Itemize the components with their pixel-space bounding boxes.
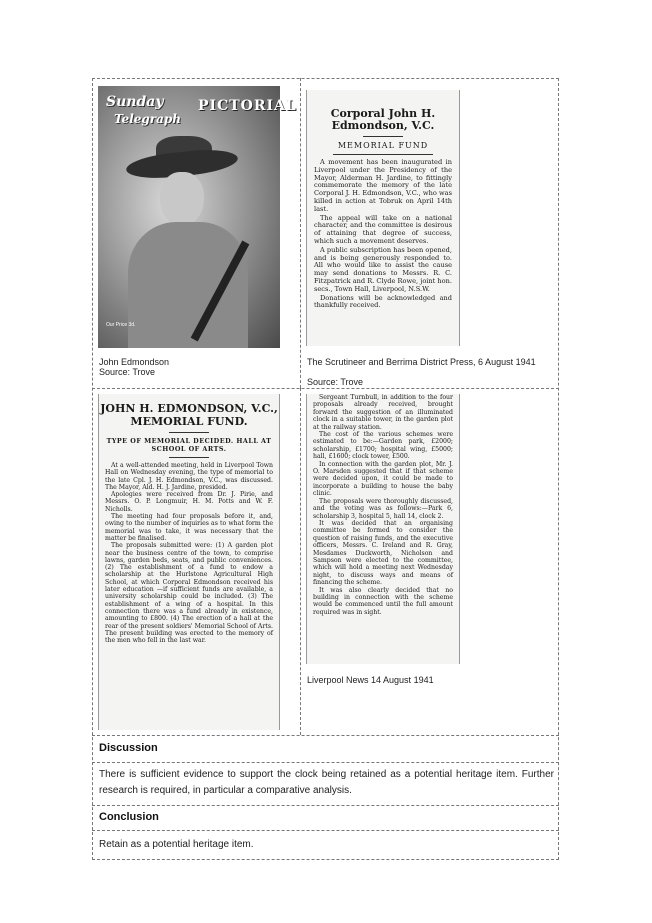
clipping1-caption-source: Source: Trove bbox=[307, 377, 364, 387]
masthead-telegraph: Telegraph bbox=[114, 112, 181, 126]
masthead-sunday: Sunday bbox=[106, 94, 164, 110]
newspaper-clipping-type-of-memorial bbox=[98, 394, 280, 730]
row-divider-2 bbox=[92, 735, 559, 736]
row-divider-4 bbox=[92, 805, 559, 806]
clipping1-paragraph: A movement has been inaugurated in Liverpool under the Presidency of the Mayor, Alderman H. Jardine, to fittingly commemorate the memory of the late Corporal J. H. Edmondson, V.C., who was killed in action at Tobruk on April 14th last. bbox=[314, 158, 452, 213]
row-divider-1 bbox=[92, 388, 559, 389]
clipping2-paragraph: At a well-attended meeting, held in Liverpool Town Hall on Wednesday evening, the type of memorial to the late Cpl. J. H. Edmondson, V.C., was discussed. The Mayor, Ald. H. J. Jardine, presided. bbox=[105, 462, 273, 491]
clipping3-paragraph: In connection with the garden plot, Mr. J. O. Marsden suggested that if that scheme were decided upon, it could be made to incorporate a building to house the baby clinic. bbox=[313, 460, 453, 498]
conclusion-heading: Conclusion bbox=[99, 811, 159, 823]
clipping2-subtitle: TYPE OF MEMORIAL DECIDED. HALL AT SCHOOL OF ARTS. bbox=[106, 437, 272, 453]
photo-caption-title: John Edmondson bbox=[99, 357, 170, 367]
soldier-face-shape bbox=[160, 172, 204, 226]
clipping1-paragraph: Donations will be acknowledged and thankfully received. bbox=[314, 293, 452, 310]
clipping3-paragraph: It was decided that an organising committee be formed to consider the question of raising funds, and the executive officers, Messrs. C. Ireland and R. Gray, Mesdames Duckworth, Nicholson and Sampson were elected to the committee, which will hold a meeting next Wednesday night, to discuss ways and means of financing the scheme. bbox=[313, 519, 453, 587]
cover-price-tag: Our Price 3d. bbox=[106, 322, 136, 328]
clipping2-rule bbox=[169, 432, 209, 433]
row-divider-5 bbox=[92, 830, 559, 831]
discussion-text: There is sufficient evidence to support the clock being retained as a potential heritage item. Further research is required, in particular a comparative analysis. bbox=[99, 769, 554, 796]
clipping3-paragraph: The proposals were thoroughly discussed, and the voting was as follows:—Park 6, scholarship 3, hospital 5, hall 14, clock 2. bbox=[313, 497, 453, 520]
discussion-heading: Discussion bbox=[99, 742, 158, 754]
clipping1-paragraph: A public subscription has been opened, and is being generously responded to. All who would like to assist the cause may send donations to Messrs. R. C. Fitzpatrick and R. Clyde Rowe, joint hon. secs., Town Hall, Liverpool, N.S.W. bbox=[314, 245, 452, 293]
clipping3-caption-title: Liverpool News 14 August 1941 bbox=[307, 675, 434, 685]
clipping1-rule bbox=[363, 136, 403, 137]
clipping1-rule-2 bbox=[333, 154, 433, 155]
newspaper-clipping-continuation bbox=[306, 394, 460, 664]
clipping2-title: JOHN H. EDMONDSON, V.C., MEMORIAL FUND. bbox=[100, 402, 278, 428]
clipping3-paragraph: Sergeant Turnbull, in addition to the four proposals already received, brought forward the suggestion of an illuminated clock in a suitable tower, in the garden plot at the railway station. bbox=[313, 394, 453, 431]
clipping2-paragraph: The meeting had four proposals before it, and, owing to the number of inquiries as to what form the memorial was to take, it was necessary that the matter be finalised. bbox=[105, 513, 273, 542]
column-divider-top bbox=[300, 78, 301, 388]
photo-caption-source: Source: Trove bbox=[99, 367, 156, 377]
conclusion-text: Retain as a potential heritage item. bbox=[99, 839, 254, 850]
clipping2-rule-2 bbox=[169, 457, 209, 458]
magazine-cover-photo bbox=[98, 86, 297, 348]
newspaper-clipping-memorial-fund bbox=[306, 90, 460, 346]
row-divider-3 bbox=[92, 762, 559, 763]
column-divider-middle bbox=[300, 388, 301, 735]
soldier-torso-shape bbox=[128, 222, 248, 348]
clipping1-title: Corporal John H. Edmondson, V.C. bbox=[330, 107, 436, 132]
clipping3-paragraph: It was also clearly decided that no building in connection with the scheme would be commenced until the full amount required was in sight. bbox=[313, 586, 453, 616]
clipping2-paragraph: The proposals submitted were: (1) A garden plot near the business centre of the town, to comprise lawns, garden beds, seats, and public conveniences. (2) The establishment of a fund to endow a scholarship at the Hurlstone Agricultural High School, at which Corporal Edmondson received his later education —if sufficient funds are available, a university scholarship could be included. (3) The establishment of a wing of a hospital. In this connection there was a fund already in existence, amounting to £800. (4) The erection of a hall at the rear of the present soldiers' Memorial School of Arts. The present building was erected to the memory of the men who fell in the last war. bbox=[105, 542, 273, 645]
clipping3-paragraph: The cost of the various schemes were estimated to be:—Garden park, £2000; scholarship, £1700; hospital wing, £5000; hall, £1600; clock tower, £500. bbox=[313, 431, 453, 461]
clipping1-paragraph: The appeal will take on a national character, and the committee is desirous of attaining that degree of success, which such a movement deserves. bbox=[314, 213, 452, 245]
clipping1-caption-title: The Scrutineer and Berrima District Press, 6 August 1941 bbox=[307, 357, 536, 367]
masthead-pictorial: PICTORIAL bbox=[198, 98, 297, 114]
clipping1-subtitle: MEMORIAL FUND bbox=[337, 141, 429, 150]
clipping2-paragraph: Apologies were received from Dr. J. Pirie, and Messrs. O. P. Longmuir, H. M. Potts and W. F. Nicholls. bbox=[105, 491, 273, 513]
